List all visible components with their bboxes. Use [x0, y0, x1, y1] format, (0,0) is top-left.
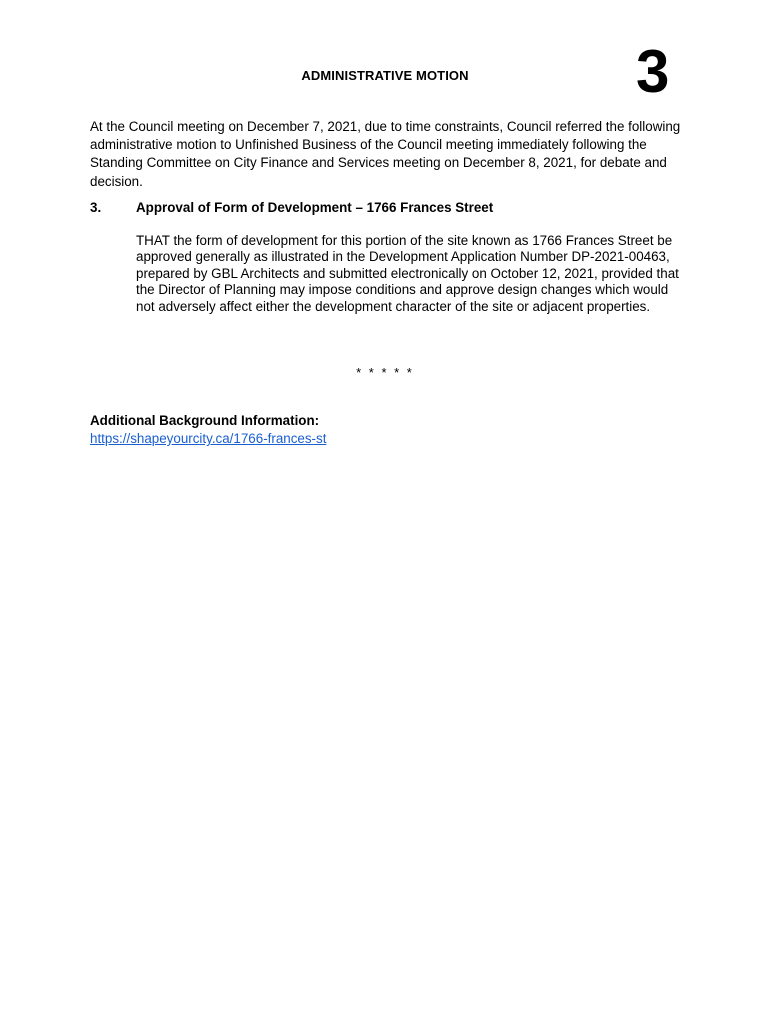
document-heading: ADMINISTRATIVE MOTION — [301, 68, 469, 83]
section-title: Approval of Form of Development – 1766 Frances Street — [136, 200, 494, 215]
section-number: 3. — [90, 200, 102, 215]
separator: * * * * * — [356, 365, 414, 380]
motion-body: THAT the form of development for this portion of the site known as 1766 Frances Street be approved generally as illustrated in the Development Application Number DP-2021-00463, prepared by GBL Architects and submitted electronically on October 12, 2021, provided that the Director of Planning may impose conditions and approve design changes which would not adversely affect either the development character of the site or adjacent properties. — [136, 233, 679, 314]
background-link[interactable]: https://shapeyourcity.ca/1766-frances-st — [90, 431, 327, 446]
background-label: Additional Background Information: — [90, 413, 320, 428]
intro-paragraph: At the Council meeting on December 7, 2021, due to time constraints, Council referred the following administrative motion to Unfinished Business of the Council meeting immediately following the Standing Committee on City Finance and Services meeting on December 8, 2021, for debate and decision. — [90, 119, 681, 189]
agenda-item-number: 3 — [636, 38, 670, 105]
